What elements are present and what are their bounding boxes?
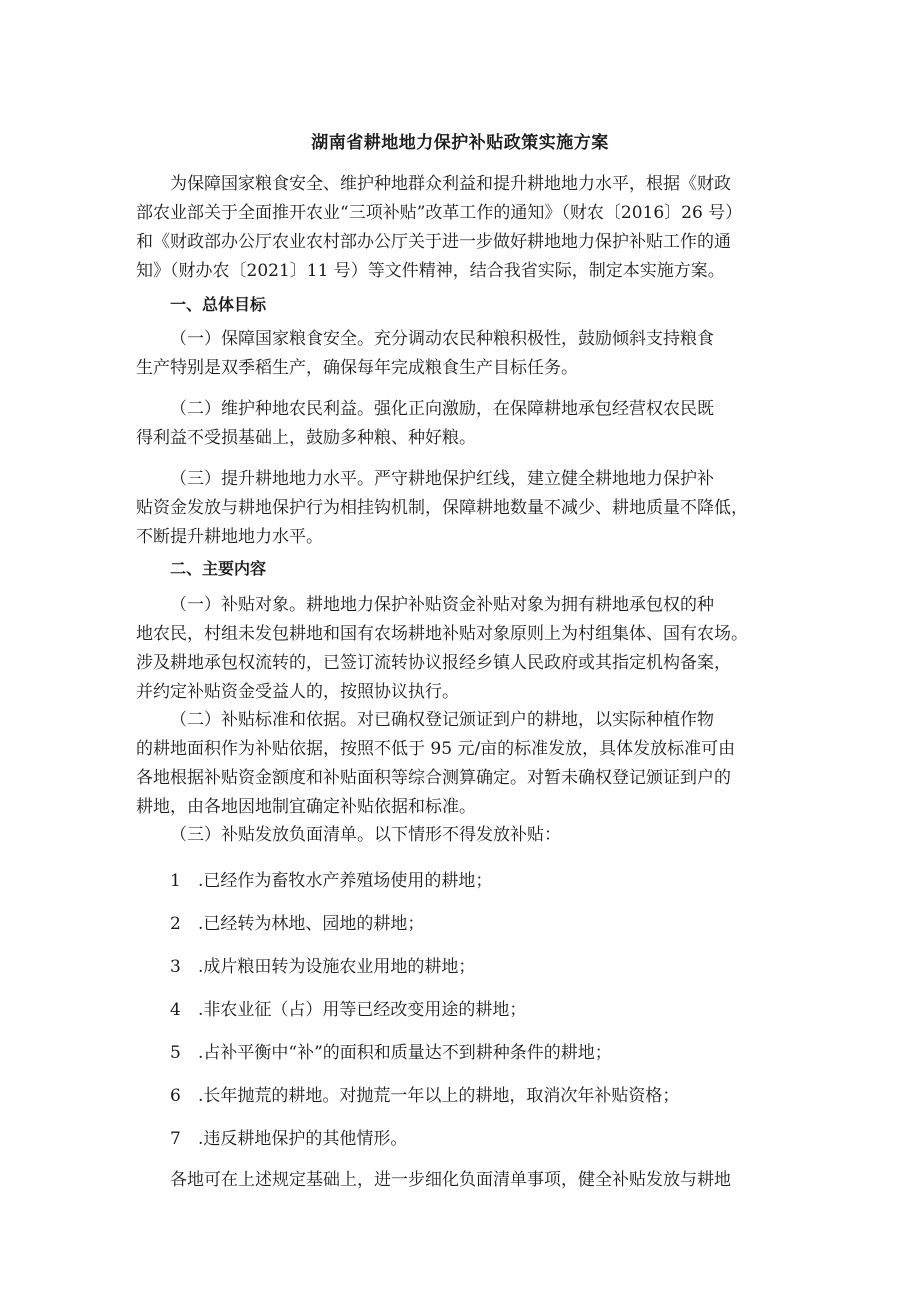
list-item [170, 867, 492, 896]
paragraph-line: 贴资金发放与耕地保护行为相挂钩机制，保障耕地数量不减少、耕地质量不降低， [136, 498, 748, 518]
paragraph-line: 得利益不受损基础上，鼓励多种粮、种好粮。 [136, 428, 476, 448]
intro-line: 知》（财办农〔2021〕11 号）等文件精神，结合我省实际，制定本实施方案。 [136, 261, 725, 281]
list-item-number: 3 [170, 957, 181, 977]
list-item-number: 4 [170, 1000, 181, 1020]
intro-line: 和《财政部办公厅农业农村部办公厅关于进一步做好耕地地力保护补贴工作的通 [136, 232, 731, 252]
list-item [170, 910, 424, 939]
paragraph-line: 不断提升耕地地力水平。 [136, 527, 323, 547]
list-item [170, 996, 526, 1025]
paragraph-line: （三）补贴发放负面清单。以下情形不得发放补贴： [170, 825, 561, 845]
list-item-number: 6 [170, 1086, 181, 1106]
list-item-text: .已经作为畜牧水产养殖场使用的耕地； [198, 871, 493, 891]
list-item-text: .已经转为林地、园地的耕地； [198, 914, 425, 934]
list-item-number: 5 [170, 1043, 181, 1063]
list-item-number: 7 [170, 1129, 181, 1149]
list-item [170, 1082, 679, 1111]
paragraph-line: 并约定补贴资金受益人的，按照协议执行。 [136, 682, 459, 702]
goal-paragraph-3 [136, 465, 784, 552]
list-item-text: .成片粮田转为设施农业用地的耕地； [198, 957, 476, 977]
content-paragraph-2 [136, 706, 784, 822]
list-item [170, 1039, 612, 1068]
paragraph-line: （二）维护种地农民利益。强化正向激励，在保障耕地承包经营权农民既 [170, 399, 714, 419]
goal-paragraph-2 [136, 395, 784, 453]
list-item-text: .占补平衡中“补”的面积和质量达不到耕种条件的耕地； [198, 1043, 612, 1063]
list-item [170, 953, 475, 982]
paragraph-line: 涉及耕地承包权流转的，已签订流转协议报经乡镇人民政府或其指定机构备案， [136, 653, 731, 673]
paragraph-line: （三）提升耕地地力水平。严守耕地保护红线，建立健全耕地地力保护补 [170, 469, 714, 489]
list-item [170, 1125, 407, 1154]
paragraph-line: 各地可在上述规定基础上，进一步细化负面清单事项，健全补贴发放与耕地 [170, 1170, 731, 1190]
content-paragraph-1 [136, 591, 784, 707]
list-item-text: .长年抛荒的耕地。对抛荒一年以上的耕地，取消次年补贴资格； [198, 1086, 680, 1106]
paragraph-line: 地农民，村组未发包耕地和国有农场耕地补贴对象原则上为村组集体、国有农场。 [136, 624, 748, 644]
paragraph-line: （一）补贴对象。耕地地力保护补贴资金补贴对象为拥有耕地承包权的种 [170, 595, 714, 615]
paragraph-line: （一）保障国家粮食安全。充分调动农民种粮积极性，鼓励倾斜支持粮食 [170, 329, 714, 349]
list-item-number: 1 [170, 871, 181, 891]
list-item-text: .非农业征（占）用等已经改变用途的耕地； [198, 1000, 527, 1020]
paragraph-line: 生产特别是双季稻生产，确保每年完成粮食生产目标任务。 [136, 358, 578, 378]
intro-line: 为保障国家粮食安全、维护种地群众利益和提升耕地地力水平，根据《财政 [170, 174, 731, 194]
list-item-text: .违反耕地保护的其他情形。 [198, 1129, 408, 1149]
content-paragraph-3 [136, 821, 784, 850]
paragraph-line: 各地根据补贴资金额度和补贴面积等综合测算确定。对暂未确权登记颁证到户的 [136, 768, 731, 788]
section-heading-goals: 一、总体目标 [170, 295, 267, 314]
paragraph-line: （二）补贴标准和依据。对已确权登记颁证到户的耕地，以实际种植作物 [170, 710, 714, 730]
list-item-number: 2 [170, 914, 181, 934]
goal-paragraph-1 [136, 325, 784, 383]
section-heading-content: 二、主要内容 [170, 559, 267, 578]
document-title: 湖南省耕地地力保护补贴政策实施方案 [311, 133, 609, 153]
intro-paragraph [136, 170, 784, 286]
intro-line: 部农业部关于全面推开农业“三项补贴”改革工作的通知》（财农〔2016〕26 号） [136, 203, 743, 223]
paragraph-line: 的耕地面积作为补贴依据，按照不低于 95 元/亩的标准发放，具体发放标准可由 [136, 739, 736, 759]
closing-paragraph [136, 1166, 784, 1195]
paragraph-line: 耕地，由各地因地制宜确定补贴依据和标准。 [136, 797, 476, 817]
